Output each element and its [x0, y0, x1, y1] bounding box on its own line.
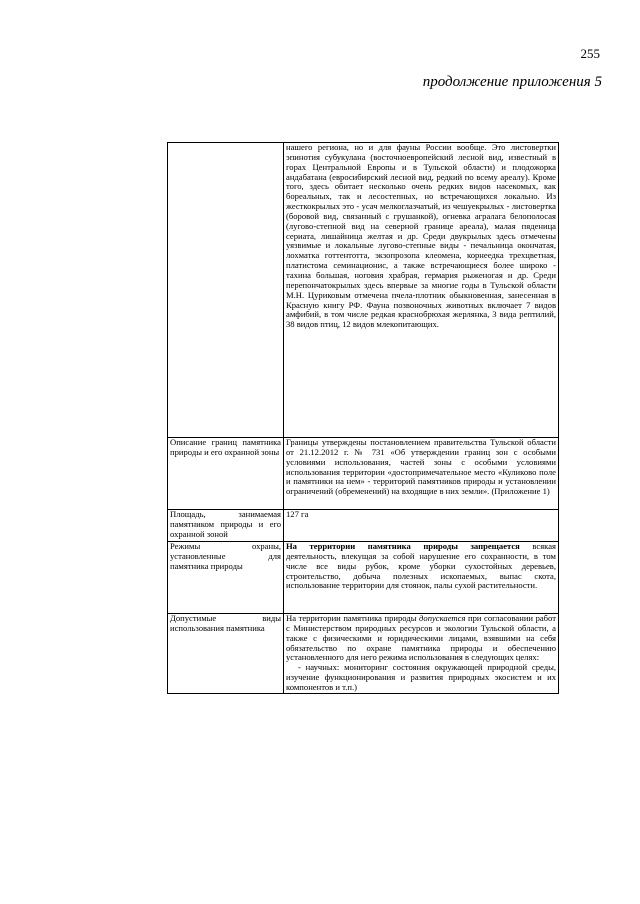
borders-value-cell — [284, 438, 559, 510]
area-value-cell — [284, 510, 559, 542]
regime-value-cell — [284, 542, 559, 614]
row-label-cell — [168, 143, 284, 438]
fauna-description-cell — [284, 143, 559, 438]
regime-value-text: всякая деятельность, влекущая за собой нарушение его сохранности, в том числе все виды рубок, кроме уборки сухостойных деревьев, строительство, добыча полезных ископаемых, выпас скота, использование территории для стоянок, палы сухой растительности. — [286, 541, 556, 591]
regime-label: Режимы охраны, установленные для памятника природы — [168, 542, 284, 614]
borders-value-text: Границы утверждены постановлением правительства Тульской области от 21.12.2012 г. № 731 «Об утверждении границ зон с особыми условиями использования, частей зоны с особыми условиями использования территории «достопримечательное место «Куликово поле и памятники на нем» - территорий памятников природы и установлении ограничений (обременений) на входящие в них земли». (Приложение 1) — [286, 437, 556, 497]
table-row — [168, 143, 559, 438]
permitted-label: Допустимые виды использования памятника — [168, 614, 284, 694]
passport-table — [167, 142, 559, 694]
borders-label: Описание границ памятника природы и его охранной зоны — [168, 438, 284, 510]
page-number: 255 — [580, 46, 600, 61]
table-row — [168, 542, 559, 614]
table-row — [168, 438, 559, 510]
table-row — [168, 614, 559, 694]
permitted-text-before: На территории памятника природы — [286, 613, 420, 623]
permitted-bullet: - научных: мониторинг состояния окружающей природной среды, изучение функционирования и развития природных экосистем и их компонентов и т.п.) — [286, 662, 556, 692]
regime-prohibited-lead: На территории памятника природы запрещается — [286, 541, 520, 551]
appendix-label: продолжение приложения 5 — [422, 74, 602, 90]
table-row — [168, 510, 559, 542]
permitted-value-cell — [284, 614, 559, 694]
permitted-keyword: допускается — [419, 613, 466, 623]
permitted-text-after: при согласовании работ с Министерством природных ресурсов и экологии Тульской области, а также с физическими и юридическими лицами, взявшими на себя обязательство по охране памятника природы и обеспечению установленного для него режима использования в следующих целях: — [286, 613, 556, 663]
area-value-text: 127 га — [286, 509, 309, 519]
fauna-description-text: нашего региона, но и для фауны России вообще. Это листовертки эпинотия субукулана (восточноевропейский лесной вид, известный в горах Центральной Европы и в Тульской области) и плодожорка андабатана (евросибирский лесной вид, редкий по всему ареалу). Кроме того, здесь обитает несколько очень редких видов насекомых, как бореальных, так и лесостепных, но встречающихся локально. Из жесткокрылых это - усач мелкоглазчатый, из чешуекрылых - листовертка (боровой вид, связанный с грушанкой), огневка агралага белополосая (лугово-степной вид на северной границе ареала), малая пяденица сериата, лишайница желтая и др. Среди двукрылых здесь отмечены уязвимые и локальные лугово-степные виды - печальница окончатая, лохматка готтентотта, экзопрозопа клеомена, корнеедка трехцветная, платистома семинационис, а также встречающиеся более широко - тахина большая, ноговия храбрая, гермария рыженогая и др. Среди перепончатокрылых здесь впервые за многие годы в Тульской области М.Н. Цуриковым отмечена пчела-плотник обыкновенная, занесенная в Красную книгу РФ. Фауна позвоночных животных включает 7 видов амфибий, в том числе редкая краснобрюхая жерлянка, 3 вида рептилий, 38 видов птиц, 12 видов млекопитающих. — [286, 142, 556, 330]
area-label: Площадь, занимаемая памятником природы и его охранной зоной — [168, 510, 284, 542]
